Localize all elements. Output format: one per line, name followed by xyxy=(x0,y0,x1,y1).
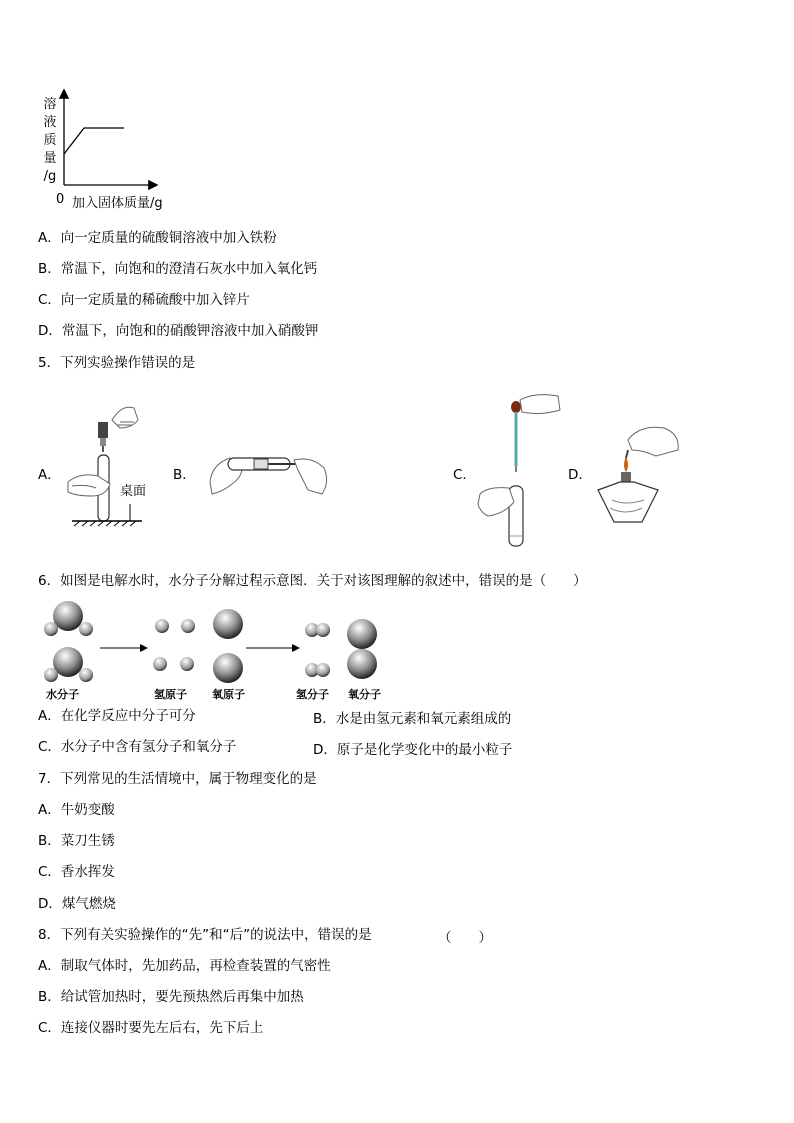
q7-option-b: B．菜刀生锈 xyxy=(38,833,115,849)
q4-option-c: C．向一定质量的稀硫酸中加入锌片 xyxy=(38,292,250,308)
hydrogen-atom xyxy=(44,622,58,636)
hydrogen-atom xyxy=(79,668,93,682)
label-hydrogen-atom: 氢原子 xyxy=(154,688,187,701)
q8-option-b: B．给试管加热时，要先预热然后再集中加热 xyxy=(38,989,304,1005)
q8-answer-bracket: （ ） xyxy=(438,930,492,946)
q4-option-d: D．常温下，向饱和的硝酸钾溶液中加入硝酸钾 xyxy=(38,323,319,339)
solution-mass-graph xyxy=(36,88,176,213)
q8-stem: 8．下列有关实验操作的“先”和“后”的说法中，错误的是 xyxy=(38,927,372,943)
hydrogen-atom xyxy=(44,668,58,682)
q6-option-a: A．在化学反应中分子可分 xyxy=(38,708,196,724)
electrolysis-molecule-diagram xyxy=(36,598,396,703)
y-axis-label: 溶 液 质 量 /g xyxy=(43,97,57,184)
q8-option-a: A．制取气体时，先加药品，再检查装置的气密性 xyxy=(38,958,331,974)
q6-option-d: D．原子是化学变化中的最小粒子 xyxy=(313,742,513,758)
q6-option-c: C．水分子中含有氢分子和氧分子 xyxy=(38,739,237,755)
label-oxygen-molecule: 氧分子 xyxy=(348,688,381,701)
q7-option-c: C．香水挥发 xyxy=(38,864,115,880)
q5-label-a: A． xyxy=(38,467,61,483)
figure-c-dropper-above-tube xyxy=(474,390,564,550)
q5-label-b: B． xyxy=(173,467,196,483)
q4-option-b: B．常温下，向饱和的澄清石灰水中加入氧化钙 xyxy=(38,261,318,277)
desk-label: 桌面 xyxy=(120,484,147,499)
q4-option-a: A．向一定质量的硫酸铜溶液中加入铁粉 xyxy=(38,230,277,246)
hydrogen-atom xyxy=(79,622,93,636)
graph-curve xyxy=(64,128,124,154)
figure-a-dropper-into-tube-on-desk xyxy=(62,400,167,530)
q8-option-c: C．连接仪器时要先左后右，先下后上 xyxy=(38,1020,264,1036)
label-oxygen-atom: 氧原子 xyxy=(212,688,245,701)
q6-stem: 6．如图是电解水时，水分子分解过程示意图．关于对该图理解的叙述中，错误的是（ ） xyxy=(38,573,587,589)
q6-option-b: B．水是由氢元素和氧元素组成的 xyxy=(313,711,512,727)
x-axis-label: 加入固体质量/g xyxy=(72,196,163,211)
q7-option-d: D．煤气燃烧 xyxy=(38,896,116,912)
q7-stem: 7．下列常见的生活情境中，属于物理变化的是 xyxy=(38,771,317,787)
q5-label-d: D． xyxy=(568,467,592,483)
label-water-molecule: 水分子 xyxy=(46,688,79,701)
origin-label: 0 xyxy=(56,192,65,207)
figure-d-lighting-alcohol-lamp xyxy=(592,420,687,530)
label-hydrogen-molecule: 氢分子 xyxy=(296,688,329,701)
q5-stem: 5．下列实验操作错误的是 xyxy=(38,355,196,371)
q5-label-c: C． xyxy=(453,467,476,483)
figure-b-connecting-tube-and-stopper xyxy=(202,442,337,500)
q7-option-a: A．牛奶变酸 xyxy=(38,802,115,818)
